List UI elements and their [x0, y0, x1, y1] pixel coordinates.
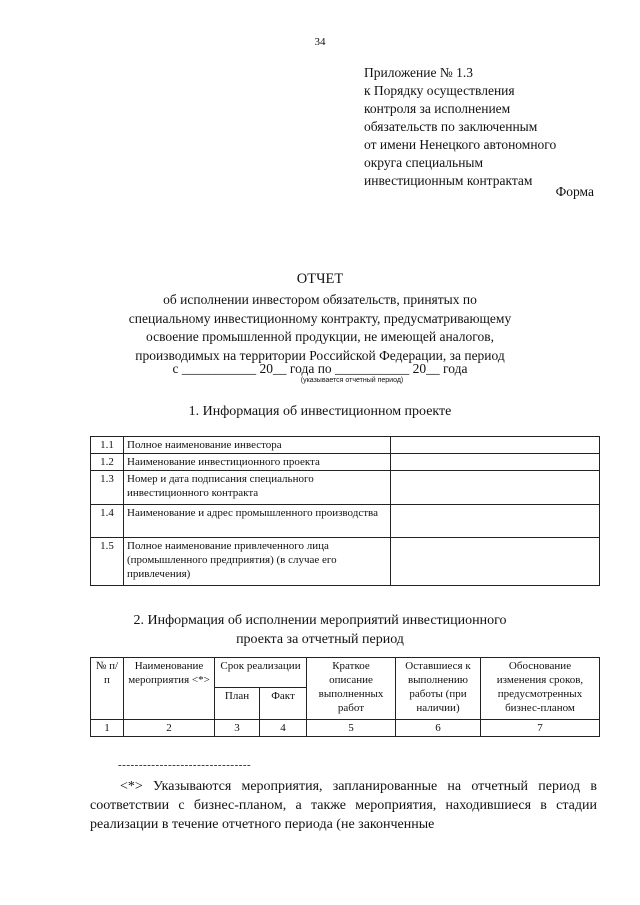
subtitle-line: об исполнении инвестором обязательств, принятых по [163, 292, 477, 307]
activities-table [90, 657, 600, 737]
header-num: № п/п [91, 658, 124, 720]
section1-heading: 1. Информация об инвестиционном проекте [188, 404, 452, 419]
appendix-line: округа специальным [364, 155, 484, 170]
column-number: 5 [307, 720, 396, 737]
row-value [391, 538, 600, 586]
table-row [91, 505, 600, 538]
project-info-table [90, 436, 600, 586]
column-number: 1 [91, 720, 124, 737]
row-number: 1.2 [91, 454, 124, 471]
column-number: 3 [215, 720, 260, 737]
row-value [391, 454, 600, 471]
row-value [391, 471, 600, 505]
appendix-line: контроля за исполнением [364, 101, 511, 116]
row-number: 1.4 [91, 505, 124, 538]
table-row [91, 437, 600, 454]
column-number: 2 [124, 720, 215, 737]
row-label: Наименование инвестиционного проекта [124, 454, 391, 471]
table-header-row [91, 658, 600, 688]
form-label: Форма [555, 184, 594, 199]
appendix-header [364, 64, 556, 190]
table-row [91, 720, 600, 737]
header-justification: Обоснование изменения сроков, предусмотренных бизнес-планом [481, 658, 600, 720]
appendix-line: от имени Ненецкого автономного [364, 137, 557, 152]
subtitle-line: производимых на территории Российской Федерации, за период [135, 347, 505, 363]
header-name: Наименование мероприятия <*> [124, 658, 215, 720]
header-plan: План [215, 688, 260, 720]
report-subtitle [60, 291, 580, 365]
section2-heading-line: проекта за отчетный период [236, 632, 404, 647]
appendix-line: к Порядку осуществления [364, 83, 515, 98]
row-number: 1.1 [91, 437, 124, 454]
appendix-line: обязательств по заключенным [364, 119, 538, 134]
report-title: ОТЧЕТ [296, 271, 344, 287]
table-row [91, 471, 600, 505]
column-number: 4 [260, 720, 307, 737]
row-label: Наименование и адрес промышленного производства [124, 505, 391, 538]
column-number: 6 [396, 720, 481, 737]
subtitle-line: специальному инвестиционному контракту, предусматривающему [128, 310, 512, 326]
header-description: Краткое описание выполненных работ [307, 658, 396, 720]
section2-heading-line: 2. Информация об исполнении мероприятий инвестиционного [133, 613, 507, 628]
appendix-line: инвестиционным контрактам [364, 173, 533, 188]
subtitle-line: освоение промышленной продукции, не имеющей аналогов, [146, 329, 494, 344]
table-row [91, 538, 600, 586]
table-row [91, 454, 600, 471]
row-label: Номер и дата подписания специального инвестиционного контракта [124, 471, 391, 505]
header-term: Срок реализации [215, 658, 307, 688]
footnote-text: <*> Указываются мероприятия, запланированные на отчетный период в соответствии с бизнес-планом, а также мероприятия, находившиеся в стадии реализации в течение отчетного периода (не законченные [90, 779, 597, 832]
appendix-line: Приложение № 1.3 [364, 65, 473, 80]
period-note: (указывается отчетный период) [300, 377, 404, 384]
row-value [391, 505, 600, 538]
row-value [391, 437, 600, 454]
row-number: 1.5 [91, 538, 124, 586]
row-number: 1.3 [91, 471, 124, 505]
row-label: Полное наименование инвестора [124, 437, 391, 454]
column-number: 7 [481, 720, 600, 737]
row-label: Полное наименование привлеченного лица (промышленного предприятия) (в случае его привлечения) [124, 538, 391, 586]
header-fact: Факт [260, 688, 307, 720]
period-line: с ___________ 20__ года по ___________ 20__ года [172, 361, 468, 376]
header-remaining: Оставшиеся к выполнению работы (при наличии) [396, 658, 481, 720]
section2-heading [60, 611, 580, 649]
footnote-separator: -------------------------------- [118, 759, 252, 771]
footnote [90, 777, 597, 834]
page-number: 34 [314, 36, 326, 48]
